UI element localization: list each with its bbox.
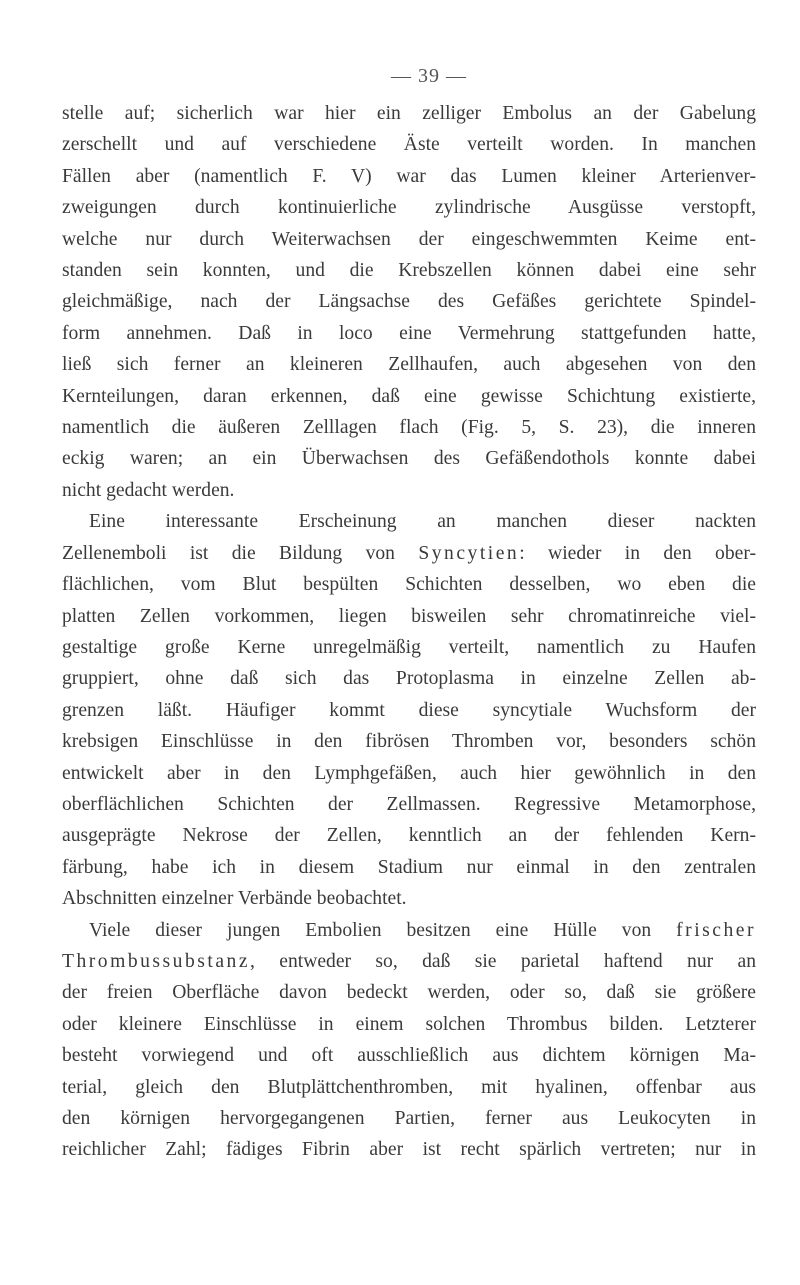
spaced-term-syncytien: Syncytien: [418, 542, 520, 564]
text-line: form annehmen. Daß in loco eine Vermehrung stattgefunden hatte,: [62, 322, 756, 344]
text-line: den körnigen hervorgegangenen Partien, ferner aus Leukocyten in: [62, 1108, 756, 1129]
text-line: färbung, habe ich in diesem Stadium nur einmal in den zentralen: [62, 856, 756, 878]
text-line: entwickelt aber in den Lymphgefäßen, auch hier gewöhnlich in den: [62, 762, 756, 784]
text-line: reichlicher Zahl; fädiges Fibrin aber ist recht spärlich vertreten; nur in: [62, 1139, 756, 1161]
document-page: [62, 62, 756, 1166]
text-line: grenzen läßt. Häufiger kommt diese syncytiale Wuchsform der: [62, 699, 756, 721]
text-line: welche nur durch Weiterwachsen der eingeschwemmten Keime ent-: [62, 228, 756, 250]
spaced-term-frischer: frischer: [676, 919, 756, 941]
text-line: [62, 946, 756, 977]
text-line: Fällen aber (namentlich F. V) war das Lumen kleiner Arterienver-: [62, 165, 756, 187]
text-line: Kernteilungen, daran erkennen, daß eine gewisse Schichtung existierte,: [62, 385, 756, 407]
text-run: Zellenemboli ist die Bildung von: [62, 542, 419, 564]
text-line: stelle auf; sicherlich war hier ein zelliger Embolus an der Gabelung: [62, 103, 756, 124]
text-line: Eine interessante Erscheinung an manchen dieser nackten: [89, 511, 756, 533]
text-line: platten Zellen vorkommen, liegen bisweilen sehr chromatinreiche viel-: [62, 605, 756, 627]
text-line: besteht vorwiegend und oft ausschließlich aus dichtem körnigen Ma-: [62, 1045, 756, 1067]
text-line: zerschellt und auf verschiedene Äste verteilt worden. In manchen: [62, 134, 756, 156]
text-line: krebsigen Einschlüsse in den fibrösen Thromben vor, besonders schön: [62, 731, 756, 753]
text-run: Viele dieser jungen Embolien besitzen eine Hülle von: [89, 919, 677, 941]
text-line: namentlich die äußeren Zelllagen flach (Fig. 5, S. 23), die inneren: [62, 417, 756, 439]
text-line: flächlichen, vom Blut bespülten Schichten desselben, wo eben die: [62, 574, 756, 596]
paragraph-1: [62, 98, 756, 506]
text-line: [62, 538, 756, 569]
text-run: : wieder in den ober-: [519, 542, 756, 564]
paragraph-3: [62, 915, 756, 1166]
text-line: eckig waren; an ein Überwachsen des Gefäßendothols konnte dabei: [62, 448, 756, 470]
text-line: terial, gleich den Blutplättchenthromben, mit hyalinen, offenbar aus: [62, 1076, 756, 1098]
text-line: oberflächlichen Schichten der Zellmassen. Regressive Metamorphose,: [62, 793, 756, 815]
spaced-term-thrombussubstanz: Thrombussubstanz: [62, 950, 251, 972]
text-run: , entweder so, daß sie parietal haftend nur an: [250, 950, 756, 972]
paragraph-2: [62, 506, 756, 914]
text-line: gruppiert, ohne daß sich das Protoplasma in einzelne Zellen ab-: [62, 668, 756, 690]
text-line: standen sein konnten, und die Krebszellen können dabei eine sehr: [62, 260, 756, 282]
text-line: ausgeprägte Nekrose der Zellen, kenntlich an der fehlenden Kern-: [62, 825, 756, 847]
text-line: zweigungen durch kontinuierliche zylindrische Ausgüsse verstopft,: [62, 197, 756, 219]
text-line: oder kleinere Einschlüsse in einem solchen Thrombus bilden. Letzterer: [62, 1013, 756, 1035]
page-number: — 39 —: [391, 65, 467, 87]
text-line: gestaltige große Kerne unregelmäßig verteilt, namentlich zu Haufen: [62, 636, 756, 658]
text-line: Abschnitten einzelner Verbände beobachtet.: [62, 888, 407, 910]
text-line: nicht gedacht werden.: [62, 479, 235, 501]
text-line: ließ sich ferner an kleineren Zellhaufen, auch abgesehen von den: [62, 354, 756, 376]
text-line: gleichmäßige, nach der Längsachse des Gefäßes gerichtete Spindel-: [62, 291, 756, 313]
text-line: [62, 915, 756, 946]
text-line: der freien Oberfläche davon bedeckt werden, oder so, daß sie größere: [62, 982, 756, 1004]
